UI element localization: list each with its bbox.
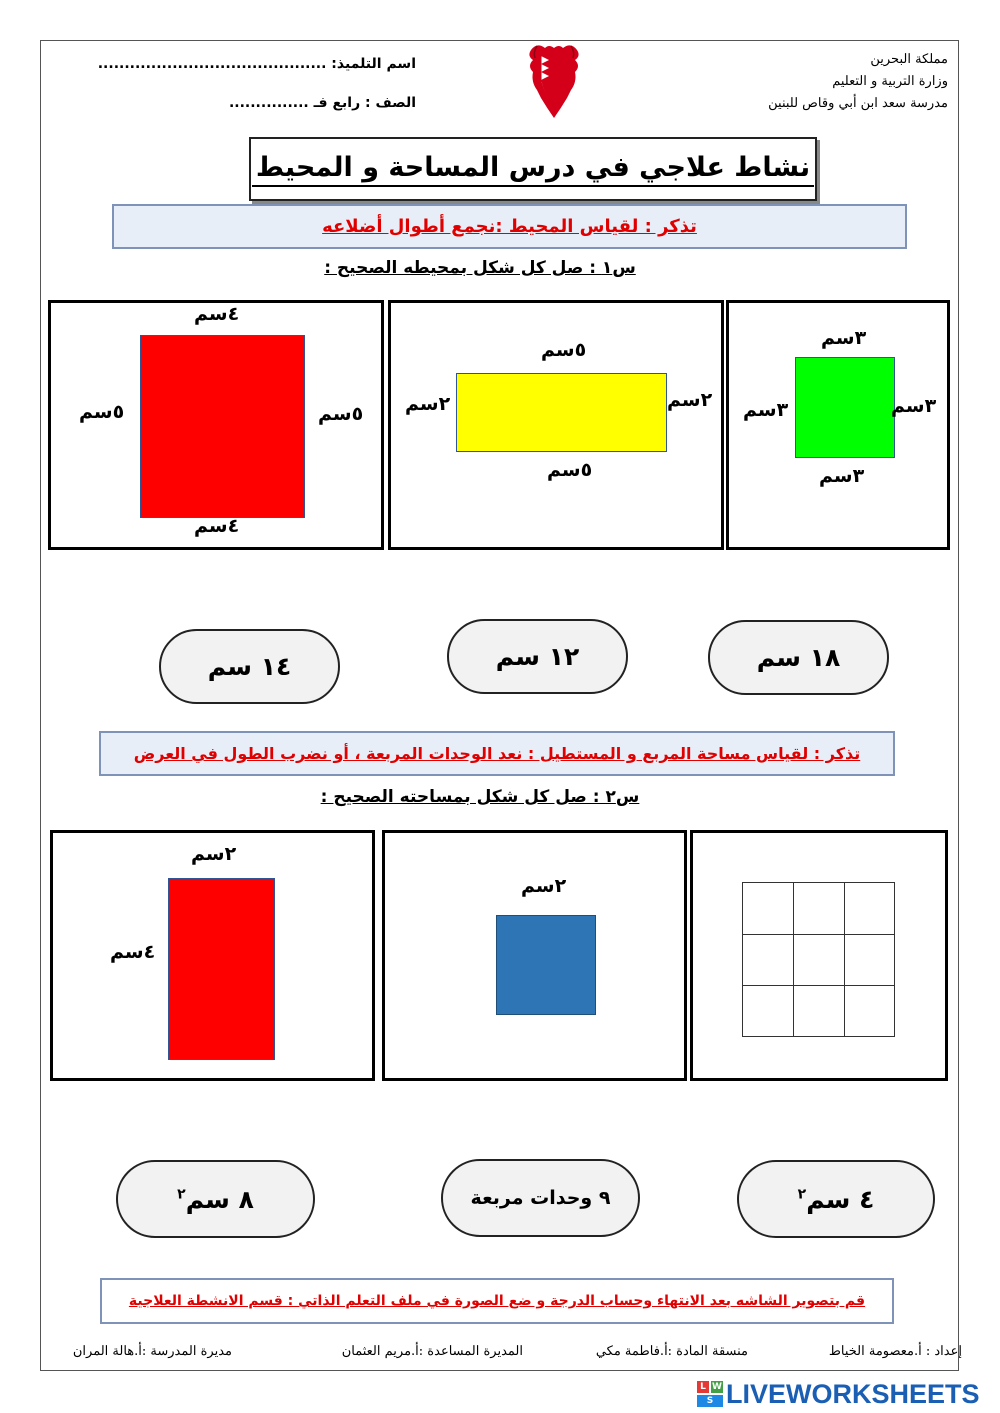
q1-panel-red-rectangle[interactable] bbox=[48, 300, 384, 550]
q1-answer-14-text: ١٤ سم bbox=[207, 652, 292, 681]
worksheet-title-box bbox=[249, 137, 817, 201]
q1-answer-12[interactable] bbox=[447, 619, 628, 694]
school-principal: مديرة المدرسة :أ.هالة المران bbox=[72, 1344, 232, 1359]
grid-cell bbox=[793, 882, 845, 935]
q1-answer-12-text: ١٢ سم bbox=[495, 642, 580, 671]
q2-answer-8-exponent: ٢ bbox=[177, 1186, 186, 1203]
liveworksheets-logo[interactable] bbox=[697, 1378, 997, 1410]
red-rect-top-label: ٤سم bbox=[194, 303, 240, 325]
reminder-perimeter bbox=[112, 204, 907, 249]
q2-answer-4-text bbox=[798, 1185, 875, 1214]
q2-panel-blue-square[interactable] bbox=[382, 830, 687, 1081]
q1-answer-18[interactable] bbox=[708, 620, 889, 695]
green-square-right-label: ٣سم bbox=[891, 395, 937, 417]
yellow-rect-bottom-label: ٥سم bbox=[547, 459, 593, 481]
q2-answer-9[interactable] bbox=[441, 1159, 640, 1237]
liveworksheets-logo-icon bbox=[697, 1381, 723, 1407]
class-field[interactable]: الصف : رابع فـ ............... bbox=[228, 95, 416, 111]
logo-letter-l: L bbox=[697, 1381, 709, 1393]
q2-red-rect-top-label: ٢سم bbox=[191, 843, 237, 865]
q1-panel-yellow-rectangle[interactable] bbox=[388, 300, 724, 550]
grid-cell bbox=[742, 882, 794, 935]
reminder-perimeter-text: تذكر : لقياس المحيط :نجمع أطوال أضلاعه bbox=[322, 216, 697, 237]
grid-cell bbox=[793, 934, 845, 986]
liveworksheets-text: LIVEWORKSHEETS bbox=[726, 1378, 980, 1409]
q1-answer-14[interactable] bbox=[159, 629, 340, 704]
q1-panel-green-square[interactable] bbox=[726, 300, 950, 550]
green-square-left-label: ٣سم bbox=[743, 399, 789, 421]
student-name-field[interactable]: اسم التلميذ: ........................................... bbox=[97, 56, 416, 72]
bahrain-emblem-icon bbox=[527, 42, 581, 122]
q2-red-rectangle-shape bbox=[168, 878, 275, 1060]
question-1: س١ : صل كل شكل بمحيطه الصحيح : bbox=[324, 258, 636, 278]
reminder-area-text: تذكر : لقياس مساحة المربع و المستطيل : نعد الوحدات المربعة ، أو نضرب الطول في العرض bbox=[133, 744, 861, 763]
green-square-top-label: ٣سم bbox=[821, 327, 867, 349]
q2-answer-9-text: ٩ وحدات مربعة bbox=[470, 1187, 611, 1209]
red-rect-right-label: ٥سم bbox=[318, 403, 364, 425]
prepared-by: إعداد : أ.معصومة الخياط bbox=[828, 1344, 962, 1359]
instruction-text: قم بتصوير الشاشه بعد الانتهاء وحساب الدرجة و ضع الصورة في ملف التعلم الذاتي : قسم الانشطة العلاجية bbox=[128, 1293, 866, 1309]
grid-cell bbox=[742, 934, 794, 986]
grid-cell bbox=[844, 882, 895, 935]
q2-panel-red-rectangle[interactable] bbox=[50, 830, 375, 1081]
worksheet-title: نشاط علاجي في درس المساحة و المحيط bbox=[252, 152, 814, 187]
q2-red-rect-left-label: ٤سم bbox=[110, 941, 156, 963]
kingdom-text: مملكة البحرين bbox=[870, 52, 948, 67]
blue-square-top-label: ٢سم bbox=[521, 875, 567, 897]
q2-answer-4-value: ٤ سم bbox=[806, 1184, 875, 1214]
instruction-box bbox=[100, 1278, 894, 1324]
yellow-rect-top-label: ٥سم bbox=[541, 339, 587, 361]
q1-answer-18-text: ١٨ سم bbox=[756, 643, 841, 672]
yellow-rect-left-label: ٢سم bbox=[405, 393, 451, 415]
q2-panel-grid[interactable] bbox=[690, 830, 948, 1081]
grid-cell bbox=[793, 985, 845, 1037]
school-text: مدرسة سعد ابن أبي وقاص للبنين bbox=[768, 96, 948, 111]
q2-answer-8[interactable] bbox=[116, 1160, 315, 1238]
grid-cell bbox=[844, 985, 895, 1037]
q2-answer-4-exponent: ٢ bbox=[797, 1186, 807, 1203]
question-2: س٢ : صل كل شكل بمساحته الصحيح : bbox=[320, 787, 640, 807]
green-square-shape bbox=[795, 357, 895, 458]
logo-letter-s: S bbox=[697, 1395, 723, 1407]
assistant-principal: المديرة المساعدة :أ.مريم العثمان bbox=[341, 1344, 523, 1359]
q2-answer-4[interactable] bbox=[737, 1160, 935, 1238]
subject-coordinator: منسقة المادة :أ.فاطمة مكي bbox=[595, 1344, 748, 1359]
q2-answer-8-value: ٨ سم bbox=[185, 1184, 254, 1214]
green-square-bottom-label: ٣سم bbox=[819, 465, 865, 487]
grid-cell bbox=[742, 985, 794, 1037]
red-rect-bottom-label: ٤سم bbox=[194, 515, 240, 537]
red-rectangle-shape bbox=[140, 335, 305, 518]
unit-grid bbox=[742, 882, 895, 1037]
q2-answer-8-text bbox=[177, 1185, 254, 1214]
reminder-area bbox=[99, 731, 895, 776]
blue-square-shape bbox=[496, 915, 596, 1015]
yellow-rect-right-label: ٢سم bbox=[667, 389, 713, 411]
red-rect-left-label: ٥سم bbox=[79, 401, 125, 423]
grid-cell bbox=[844, 934, 895, 986]
logo-letter-w: W bbox=[712, 1382, 722, 1392]
yellow-rectangle-shape bbox=[456, 373, 667, 452]
ministry-text: وزارة التربية و التعليم bbox=[832, 74, 948, 89]
